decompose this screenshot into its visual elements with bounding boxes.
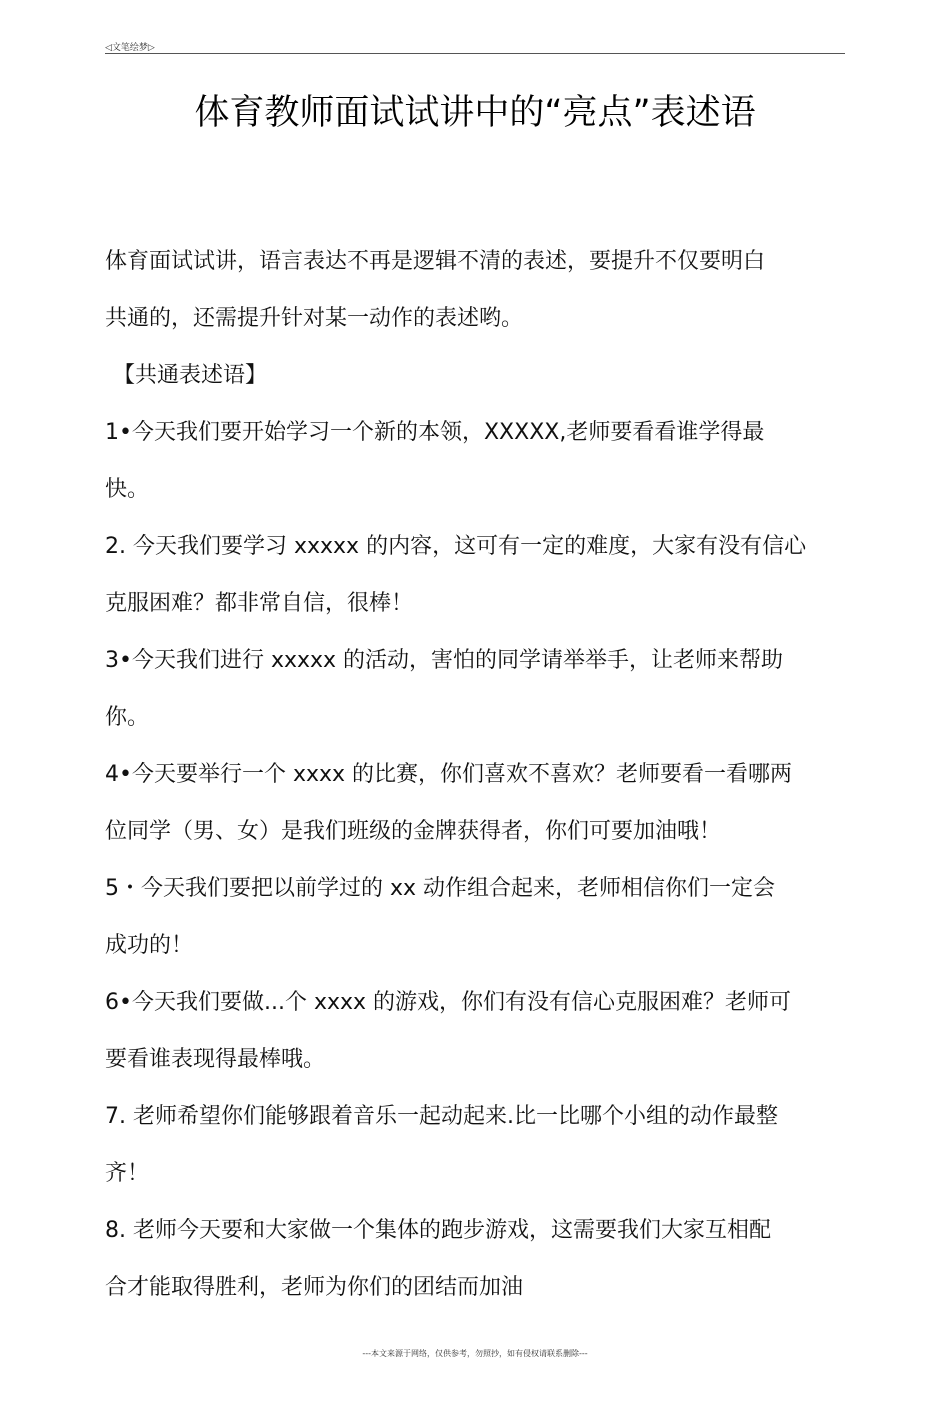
list-item [105,518,850,632]
list-item [105,1088,850,1202]
intro-paragraph [105,233,850,347]
text-line: 共通的，还需提升针对某一动作的表述哟。 [105,306,524,331]
text-line: 5・今天我们要把以前学过的 xx 动作组合起来，老师相信你们一定会 [105,876,776,901]
list-item [105,632,850,746]
text-line: 合才能取得胜利，老师为你们的团结而加油 [105,1275,524,1300]
text-line: 4•今天要举行一个 xxxx 的比赛，你们喜欢不喜欢？老师要看一看哪两 [105,762,793,787]
footer-note: ---本文来源于网络，仅供参考，勿照抄，如有侵权请联系删除--- [362,1349,588,1358]
text-line: 6•今天我们要做...个 xxxx 的游戏，你们有没有信心克服困难？老师可 [105,990,792,1015]
document-title: 体育教师面试试讲中的“亮点”表述语 [194,93,756,133]
section-heading: 【共通表述语】 [113,363,268,388]
text-line: 齐！ [105,1161,150,1186]
text-line: 位同学（男、女）是我们班级的金牌获得者，你们可要加油哦！ [105,819,722,844]
text-line: 2. 今天我们要学习 xxxxx 的内容，这可有一定的难度，大家有没有信心 [105,534,807,559]
text-line: 3•今天我们进行 xxxxx 的活动，害怕的同学请举举手，让老师来帮助 [105,648,784,673]
header-rule [105,53,845,54]
text-line: 体育面试试讲，语言表达不再是逻辑不清的表述，要提升不仅要明白 [105,249,766,274]
list-item [105,404,850,518]
text-line: 快。 [105,477,150,502]
list-item [105,974,850,1088]
document-body [105,233,850,1316]
text-line: 克服困难？都非常自信，很棒！ [105,591,414,616]
text-line: 要看谁表现得最棒哦。 [105,1047,326,1072]
list-item [105,860,850,974]
header-mark: ◁文笔绘梦▷ [105,43,155,53]
text-line: 成功的！ [105,933,194,958]
text-line: 你。 [105,705,150,730]
text-line: 1•今天我们要开始学习一个新的本领，XXXXX,老师要看看谁学得最 [105,420,765,445]
list-item [105,1202,850,1316]
text-line: 8. 老师今天要和大家做一个集体的跑步游戏，这需要我们大家互相配 [105,1218,771,1243]
text-line: 7. 老师希望你们能够跟着音乐一起动起来.比一比哪个小组的动作最整 [105,1104,778,1129]
list-item [105,746,850,860]
